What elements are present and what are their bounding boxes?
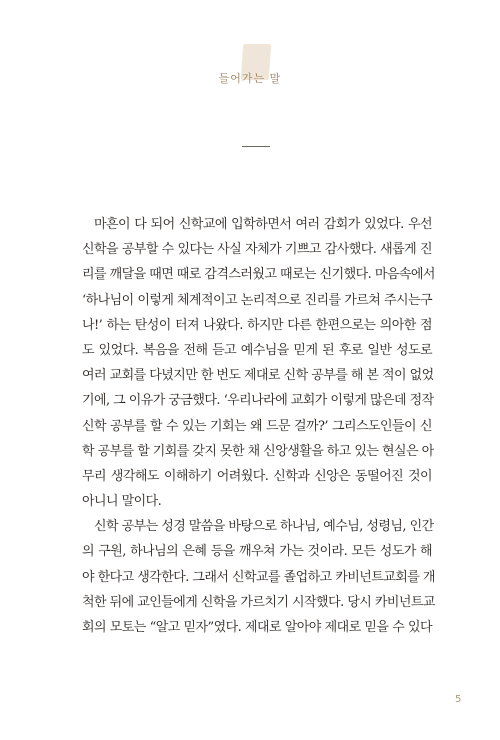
text-line: 마흔이 다 되어 신학교에 입학하면서 여러 감회가 있었다. 우선 (94, 217, 432, 232)
text-line: ‘하나님이 이렇게 체계적이고 논리적으로 진리를 가르쳐 주시는구 (82, 292, 432, 308)
text-line: 도 있었다. 복음을 전해 듣고 예수님을 믿게 된 후로 일반 성도로 (82, 342, 432, 358)
text-line: 척한 뒤에 교인들에게 신학을 가르치기 시작했다. 당시 카비넌트교 (82, 594, 435, 610)
text-line: 회의 모토는 “알고 믿자”였다. 제대로 알아야 제대로 믿을 수 있다 (82, 620, 432, 635)
text-line: 학 공부를 할 기회를 갖지 못한 채 신앙생활을 하고 있는 현실은 아 (82, 443, 434, 459)
page-number: 5 (455, 694, 462, 705)
text-line: 의 구원, 하나님의 은혜 등을 깨우쳐 가는 것이라. 모든 성도가 해 (82, 544, 432, 560)
text-line: 리를 깨달을 때면 때로 감격스러웠고 때로는 신기했다. 마음속에서 (82, 267, 435, 283)
text-line: 아니니 말이다. (82, 494, 162, 510)
text-line: 나!’ 하는 탄성이 터져 나왔다. 하지만 다른 한편으로는 의아한 점 (82, 317, 432, 333)
heading-divider (242, 146, 270, 147)
text-line: 신학 공부는 성경 말씀을 바탕으로 하나님, 예수님, 성령님, 인간 (94, 519, 434, 535)
text-line: 야 한다고 생각한다. 그래서 신학교를 졸업하고 카비넌트교회를 개 (82, 569, 435, 585)
text-line: 여러 교회를 다녔지만 한 번도 제대로 신학 공부를 해 본 적이 없었 (82, 368, 434, 384)
text-line: 신학을 공부할 수 있다는 사실 자체가 기쁘고 감사했다. 새롭게 진 (82, 242, 432, 258)
text-line: 신학 공부를 할 수 있는 기회는 왜 드문 걸까?’ 그리스도인들이 신 (82, 418, 432, 434)
chapter-heading: 들어가는 말 (218, 72, 282, 85)
text-line: 기에, 그 이유가 궁금했다. ‘우리나라에 교회가 이렇게 많은데 정작 (82, 393, 434, 409)
body-text (82, 212, 435, 640)
text-line: 무리 생각해도 이해하기 어려웠다. 신학과 신앙은 동떨어진 것이 (82, 468, 432, 484)
